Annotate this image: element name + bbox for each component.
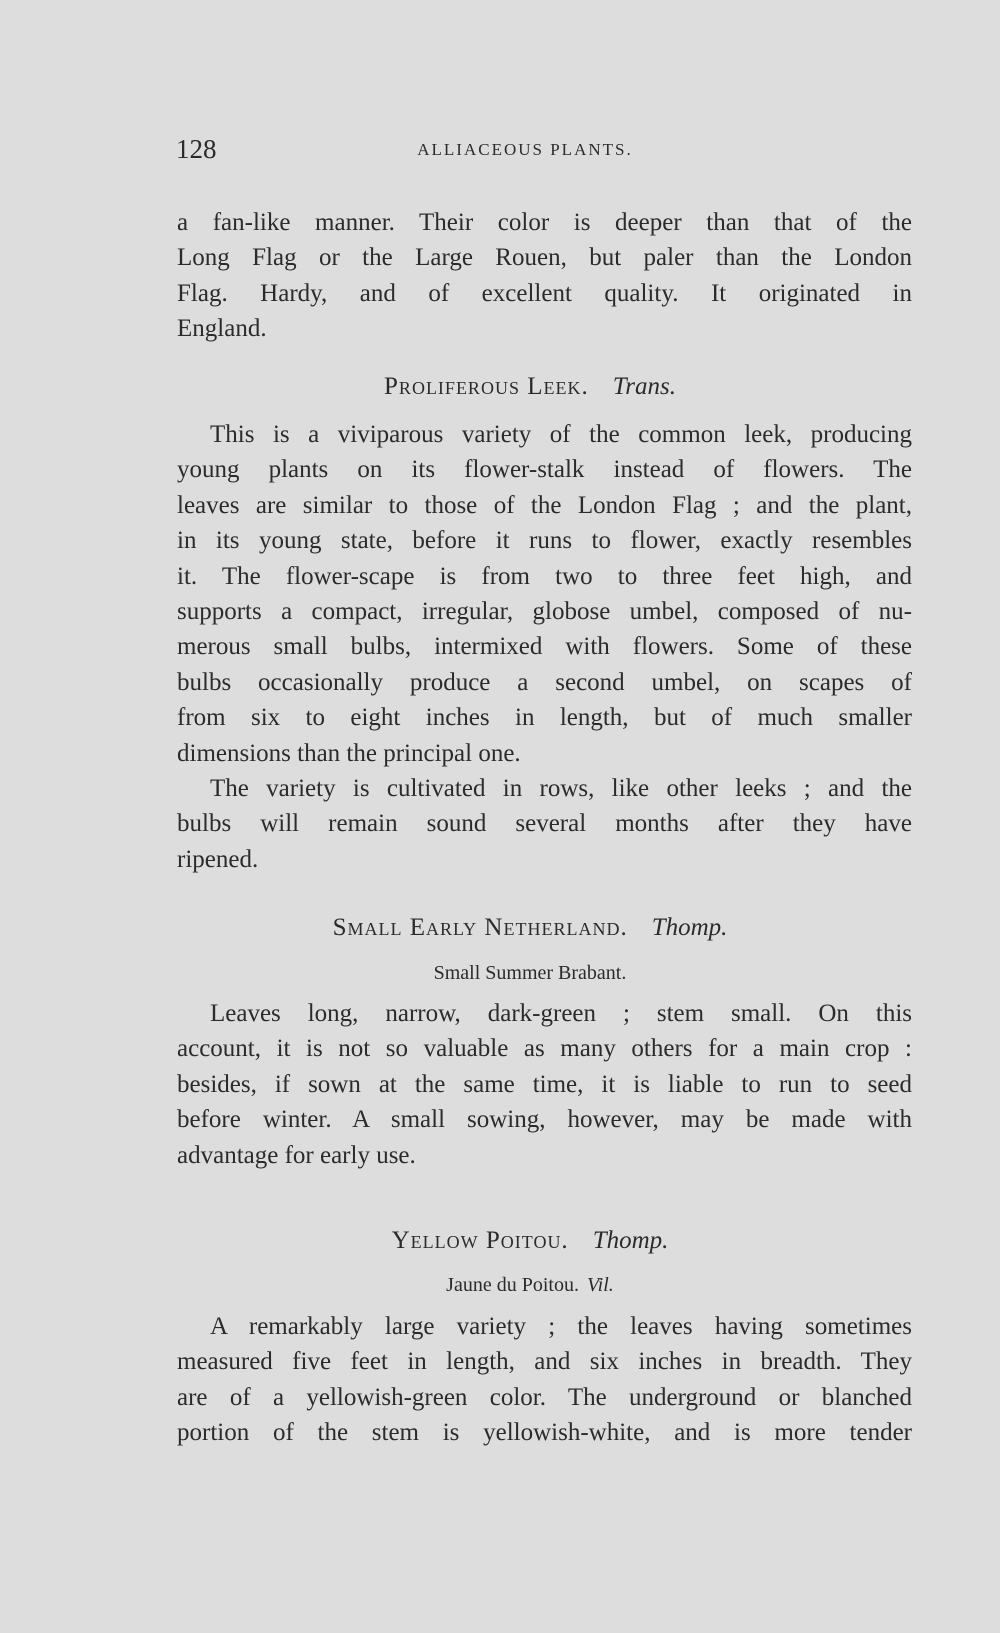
heading-authority: Trans.	[612, 373, 676, 400]
synonym-authority: Vil.	[586, 1274, 614, 1296]
heading-title: Yellow Poitou.	[391, 1227, 569, 1254]
page-number: 128	[176, 134, 217, 164]
text-line: Long Flag or the Large Rouen, but paler than the London	[177, 244, 912, 272]
paragraph	[177, 417, 912, 877]
paragraph	[177, 996, 912, 1173]
text-line: before winter. A small sowing, however, may be made with	[177, 1106, 912, 1134]
synonym-text: Small Summer Brabant.	[433, 962, 627, 984]
heading-title: Proliferous Leek.	[384, 373, 589, 400]
paragraph-continued	[177, 205, 912, 347]
text-line: Flag. Hardy, and of excellent quality. It originated in	[177, 279, 912, 307]
synonym-text: Jaune du Poitou.	[446, 1274, 579, 1296]
text-line: Leaves long, narrow, dark-green ; stem small. On this	[210, 1000, 912, 1027]
text-line: portion of the stem is yellowish-white, and is more tender	[177, 1419, 912, 1447]
text-line: advantage for early use.	[177, 1141, 416, 1169]
heading-authority: Thomp.	[651, 914, 728, 941]
text-line: account, it is not so valuable as many others for a main crop :	[177, 1035, 912, 1063]
text-line: it. The flower-scape is from two to three feet high, and	[177, 562, 912, 590]
heading-authority: Thomp.	[592, 1227, 669, 1254]
running-head: ALLIACEOUS PLANTS.	[417, 140, 633, 159]
text-line: from six to eight inches in length, but of much smaller	[177, 704, 912, 732]
text-line: merous small bulbs, intermixed with flowers. Some of these	[177, 633, 912, 661]
text-line: The variety is cultivated in rows, like other leeks ; and the	[210, 774, 912, 802]
text-line: a fan-like manner. Their color is deeper than that of the	[177, 209, 912, 236]
text-line: supports a compact, irregular, globose umbel, composed of nu-	[177, 597, 912, 625]
synonym	[0, 962, 1000, 985]
text-line: A remarkably large variety ; the leaves having sometimes	[210, 1313, 912, 1340]
text-line: leaves are similar to those of the London Flag ; and the plant,	[177, 491, 912, 519]
paragraph	[177, 1309, 912, 1451]
text-line: dimensions than the principal one.	[177, 739, 521, 767]
text-line: This is a viviparous variety of the common leek, producing	[210, 421, 912, 448]
text-line: bulbs will remain sound several months after they have	[177, 810, 912, 838]
synonym	[0, 1274, 1000, 1297]
text-line: in its young state, before it runs to flower, exactly resembles	[177, 527, 912, 555]
section-heading-proliferous-leek	[0, 373, 1000, 401]
text-line: England.	[177, 315, 267, 343]
heading-title: Small Early Netherland.	[332, 914, 628, 941]
text-line: besides, if sown at the same time, it is liable to run to seed	[177, 1070, 912, 1098]
text-line: young plants on its flower-stalk instead of flowers. The	[177, 456, 912, 484]
text-line: ripened.	[177, 845, 259, 873]
section-heading-small-early-netherland	[0, 914, 1000, 942]
text-line: are of a yellowish-green color. The underground or blanched	[177, 1383, 912, 1411]
section-heading-yellow-poitou	[0, 1227, 1000, 1255]
text-line: bulbs occasionally produce a second umbel, on scapes of	[177, 668, 912, 696]
text-line: measured five feet in length, and six inches in breadth. They	[177, 1348, 912, 1376]
